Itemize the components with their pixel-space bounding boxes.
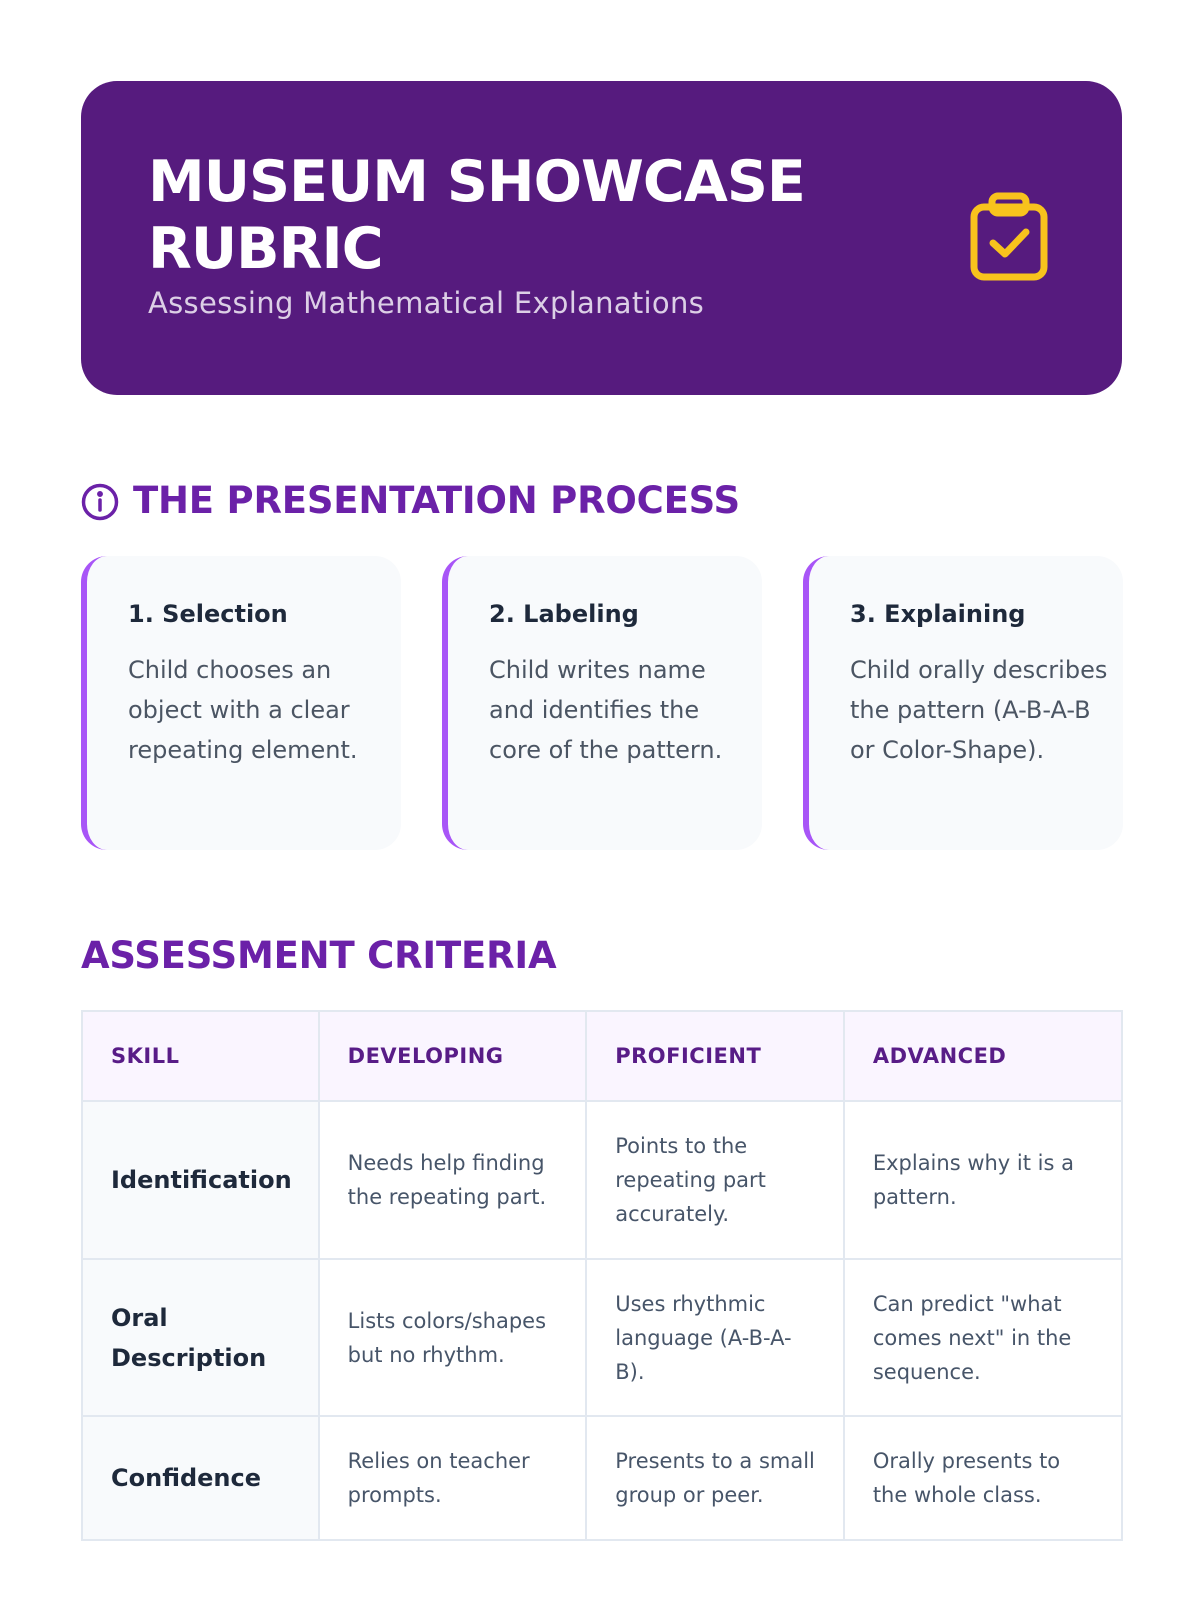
column-header-skill: SKILL [82,1011,319,1101]
skill-cell: Oral Description [82,1259,319,1416]
process-step-card [803,556,1123,850]
advanced-cell: Can predict "what comes next" in the sequence. [844,1259,1122,1416]
process-step-card [81,556,401,850]
info-circle-icon [81,483,119,521]
rubric-table [81,1010,1123,1541]
step-title: 1. Selection [128,600,288,628]
table-header-row [82,1011,1122,1101]
page-title: MUSEUM SHOWCASE RUBRIC [148,149,805,282]
clipboard-check-icon [968,191,1050,281]
step-title: 3. Explaining [850,600,1026,628]
developing-cell: Relies on teacher prompts. [319,1416,587,1540]
step-description: Child chooses an object with a clear repeating element. [128,656,358,764]
advanced-cell: Orally presents to the whole class. [844,1416,1122,1540]
header-banner [81,81,1122,395]
proficient-cell: Uses rhythmic language (A-B-A-B). [586,1259,844,1416]
page-subtitle: Assessing Mathematical Explanations [148,286,705,320]
developing-cell: Lists colors/shapes but no rhythm. [319,1259,587,1416]
skill-cell: Confidence [82,1416,319,1540]
criteria-section-title: ASSESSMENT CRITERIA [81,934,557,977]
developing-cell: Needs help finding the repeating part. [319,1101,587,1259]
table-row [82,1259,1122,1416]
advanced-cell: Explains why it is a pattern. [844,1101,1122,1259]
column-header-developing: DEVELOPING [319,1011,587,1101]
proficient-cell: Presents to a small group or peer. [586,1416,844,1540]
table-row [82,1101,1122,1259]
step-title: 2. Labeling [489,600,639,628]
column-header-advanced: ADVANCED [844,1011,1122,1101]
process-section-title: THE PRESENTATION PROCESS [133,479,740,522]
step-description: Child writes name and identifies the core of the pattern. [489,656,723,764]
process-step-card [442,556,762,850]
proficient-cell: Points to the repeating part accurately. [586,1101,844,1259]
column-header-proficient: PROFICIENT [586,1011,844,1101]
skill-cell: Identification [82,1101,319,1259]
step-description: Child orally describes the pattern (A-B-A-B or Color-Shape). [850,656,1108,764]
table-row [82,1416,1122,1540]
